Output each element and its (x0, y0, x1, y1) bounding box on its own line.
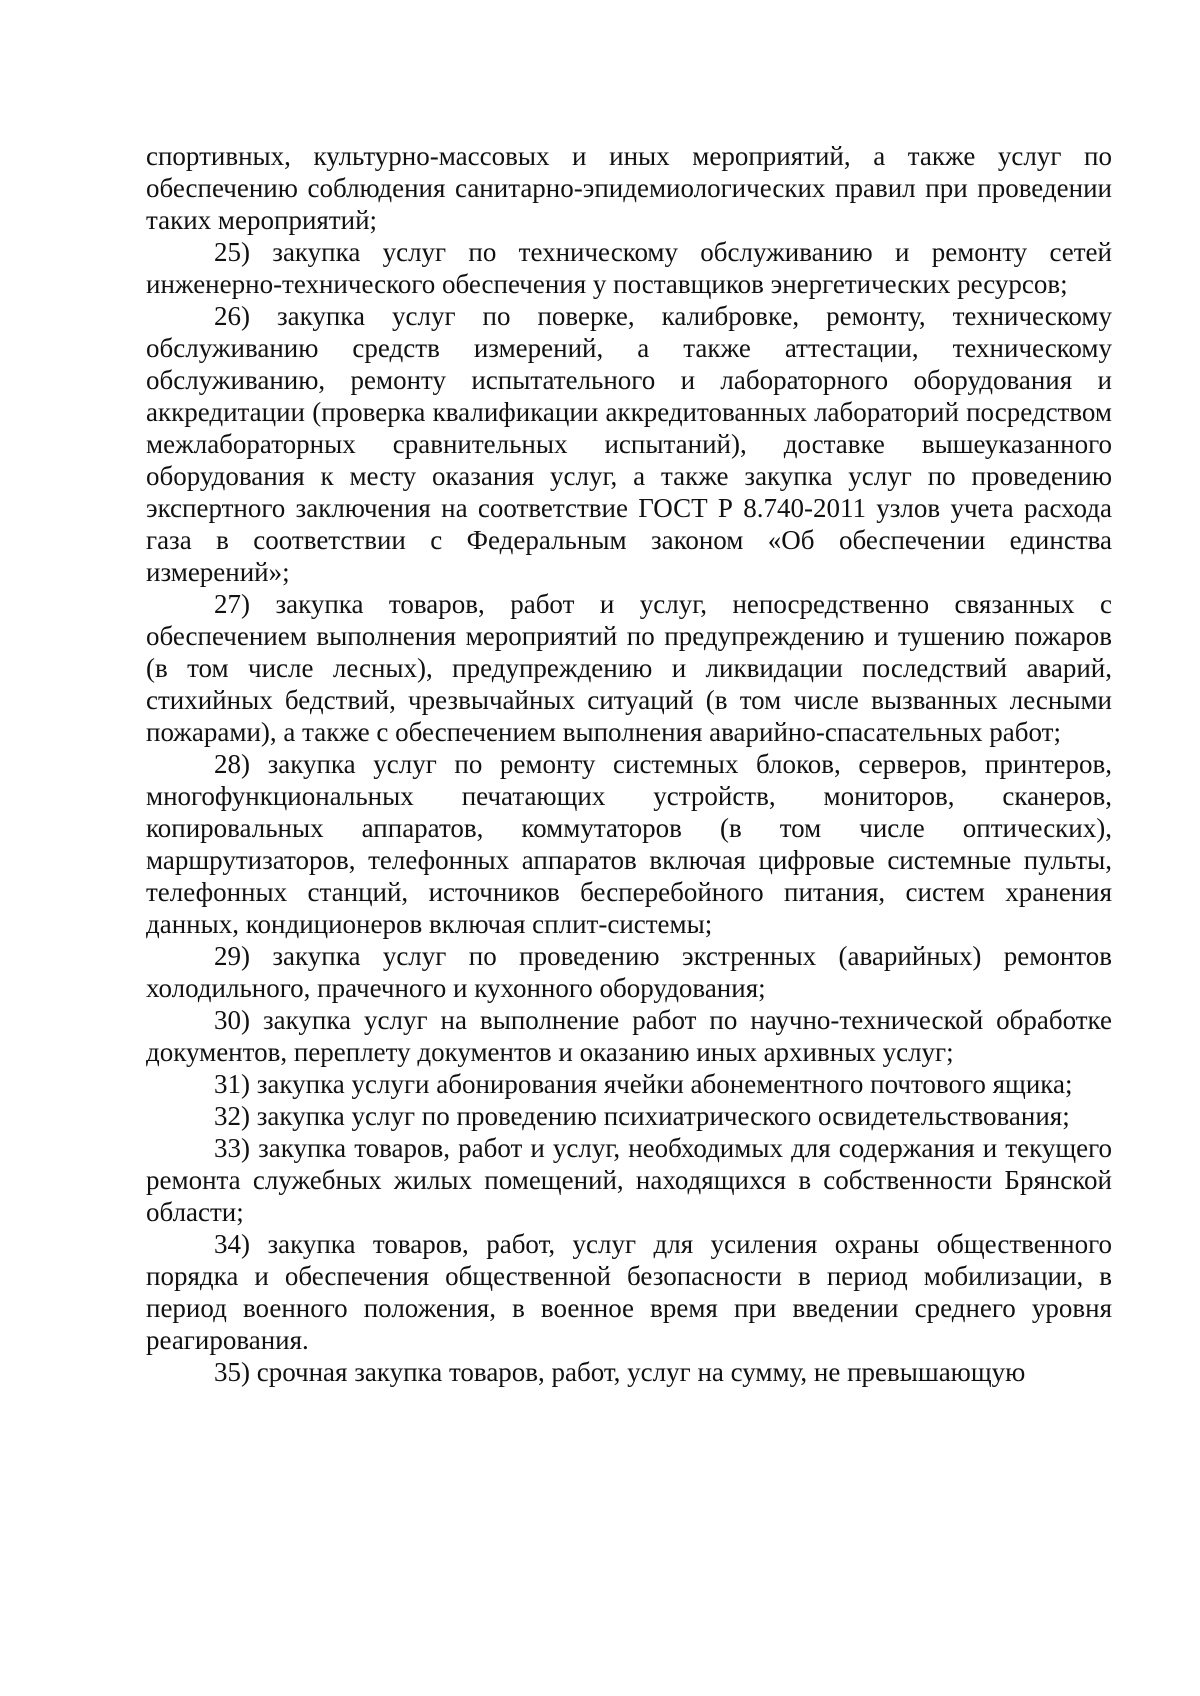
paragraph-item-32: 32) закупка услуг по проведению психиатрического освидетельствования; (214, 1101, 1070, 1131)
paragraph-item-30: 30) закупка услуг на выполнение работ по научно-технической обработке документов, переплету документов и оказанию иных архивных услуг; (146, 1005, 1112, 1067)
paragraph-item-33: 33) закупка товаров, работ и услуг, необходимых для содержания и текущего ремонта служебных жилых помещений, находящихся в собственности Брянской области; (146, 1133, 1112, 1227)
paragraph-item-29: 29) закупка услуг по проведению экстренных (аварийных) ремонтов холодильного, прачечного и кухонного оборудования; (146, 941, 1112, 1003)
paragraph-item-27: 27) закупка товаров, работ и услуг, непосредственно связанных с обеспечением выполнения мероприятий по предупреждению и тушению пожаров (в том числе лесных), предупреждению и ликвидации последствий аварий, стихийных бедствий, чрезвычайных ситуаций (в том числе вызванных лесными пожарами), а также с обеспечением выполнения аварийно-спасательных работ; (146, 589, 1112, 747)
paragraph-item-24-continuation: спортивных, культурно-массовых и иных мероприятий, а также услуг по обеспечению соблюдения санитарно-эпидемиологических правил при проведении таких мероприятий; (146, 141, 1112, 235)
paragraph-item-34: 34) закупка товаров, работ, услуг для усиления охраны общественного порядка и обеспечения общественной безопасности в период мобилизации, в период военного положения, в военное время при введении среднего уровня реагирования. (146, 1229, 1112, 1355)
paragraph-item-26: 26) закупка услуг по поверке, калибровке, ремонту, техническому обслуживанию средств измерений, а также аттестации, техническому обслуживанию, ремонту испытательного и лабораторного оборудования и аккредитации (проверка квалификации аккредитованных лабораторий посредством межлабораторных сравнительных испытаний), доставке вышеуказанного оборудования к месту оказания услуг, а также закупка услуг по проведению экспертного заключения на соответствие ГОСТ Р 8.740-2011 узлов учета расхода газа в соответствии с Федеральным законом «Об обеспечении единства измерений»; (146, 301, 1112, 587)
document-body (146, 140, 1112, 1388)
paragraph-item-28: 28) закупка услуг по ремонту системных блоков, серверов, принтеров, многофункциональных печатающих устройств, мониторов, сканеров, копировальных аппаратов, коммутаторов (в том числе оптических), маршрутизаторов, телефонных аппаратов включая цифровые системные пульты, телефонных станций, источников бесперебойного питания, систем хранения данных, кондиционеров включая сплит-системы; (146, 749, 1112, 939)
paragraph-item-25: 25) закупка услуг по техническому обслуживанию и ремонту сетей инженерно-технического обеспечения у поставщиков энергетических ресурсов; (146, 237, 1112, 299)
paragraph-item-31: 31) закупка услуги абонирования ячейки абонементного почтового ящика; (214, 1069, 1073, 1099)
paragraph-item-35: 35) срочная закупка товаров, работ, услуг на сумму, не превышающую (214, 1357, 1026, 1387)
